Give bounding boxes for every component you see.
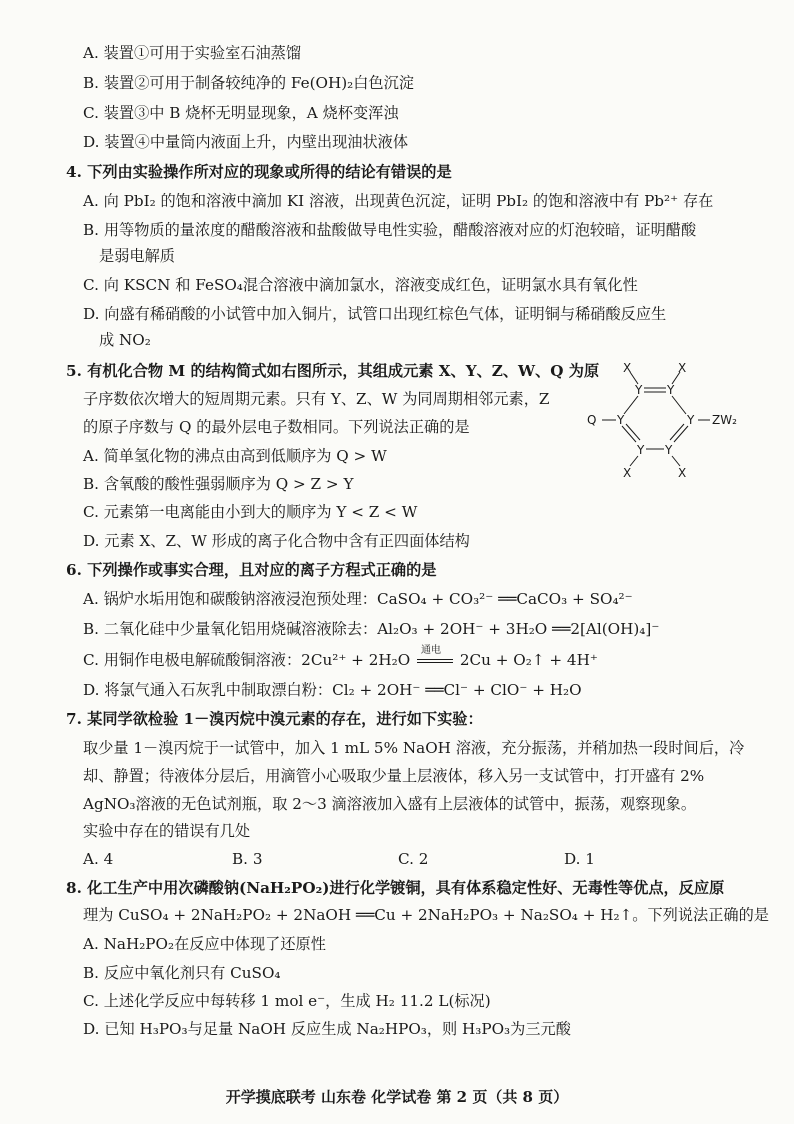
struct-atom-y5: Y [637, 443, 645, 457]
q6-stem: 6. 下列操作或事实合理，且对应的离子方程式正确的是 [66, 561, 437, 579]
struct-atom-x3: X [623, 466, 632, 480]
q3-option-d: D. 装置④中量筒内液面上升，内壁出现油状液体 [83, 133, 409, 151]
q7-para-line3: AgNO₃溶液的无色试剂瓶，取 2～3 滴溶液加入盛有上层液体的试管中，振荡，观察现象。 [83, 795, 697, 813]
q4-stem: 4. 下列由实验操作所对应的现象或所得的结论有错误的是 [66, 163, 452, 181]
q5-option-d: D. 元素 X、Z、W 形成的离子化合物中含有正四面体结构 [83, 532, 470, 550]
q6-option-c [83, 645, 598, 669]
struct-atom-y4: Y [687, 413, 695, 427]
struct-atom-y2: Y [667, 383, 675, 397]
q4-option-d-line1: D. 向盛有稀硝酸的小试管中加入铜片，试管口出现红棕色气体，证明铜与稀硝酸反应生 [83, 305, 667, 323]
electrolysis-condition: 通电 [421, 645, 441, 656]
q7-option-c: C. 2 [398, 850, 429, 868]
struct-atom-y3: Y [617, 413, 625, 427]
electrolysis-arrow [415, 645, 455, 669]
q5-option-a: A. 简单氢化物的沸点由高到低顺序为 Q > W [83, 447, 387, 465]
q4-option-c: C. 向 KSCN 和 FeSO₄混合溶液中滴加氯水，溶液变成红色，证明氯水具有氧化性 [83, 276, 638, 294]
q7-para-line1: 取少量 1－溴丙烷于一试管中，加入 1 mL 5% NaOH 溶液，充分振荡，并稍加热一段时间后，冷 [83, 739, 745, 757]
q6-option-d: D. 将氯气通入石灰乳中制取漂白粉：Cl₂ + 2OH⁻ ══Cl⁻ + ClO⁻ + H₂O [83, 681, 582, 699]
q6-option-a: A. 锅炉水垢用饱和碳酸钠溶液浸泡预处理：CaSO₄ + CO₃²⁻ ══CaCO₃ + SO₄²⁻ [83, 590, 633, 608]
struct-group-zw2: ZW₂ [712, 413, 737, 427]
q8-stem-line1: 8. 化工生产中用次磷酸钠(NaH₂PO₂)进行化学镀铜，具有体系稳定性好、无毒性等优点，反应原 [66, 879, 725, 897]
q7-option-b: B. 3 [232, 850, 263, 868]
q6-option-b: B. 二氧化硅中少量氧化铝用烧碱溶液除去：Al₂O₃ + 2OH⁻ + 3H₂O ══2[Al(OH)₄]⁻ [83, 620, 660, 638]
q6-option-c-left: C. 用铜作电极电解硫酸铜溶液：2Cu²⁺ + 2H₂O [83, 651, 411, 669]
page-footer: 开学摸底联考 山东卷 化学试卷 第 2 页（共 8 页） [225, 1088, 569, 1106]
q8-option-d: D. 已知 H₃PO₃与足量 NaOH 反应生成 Na₂HPO₃，则 H₃PO₃为三元酸 [83, 1020, 571, 1038]
q8-option-b: B. 反应中氧化剂只有 CuSO₄ [83, 964, 281, 982]
struct-atom-x2: X [678, 361, 687, 375]
struct-atom-x1: X [623, 361, 632, 375]
q5-stem-line3: 的原子序数与 Q 的最外层电子数相同。下列说法正确的是 [83, 418, 470, 436]
q8-option-c: C. 上述化学反应中每转移 1 mol e⁻，生成 H₂ 11.2 L(标况) [83, 992, 491, 1010]
q5-option-c: C. 元素第一电离能由小到大的顺序为 Y < Z < W [83, 503, 418, 521]
struct-atom-x4: X [678, 466, 687, 480]
q8-option-a: A. NaH₂PO₂在反应中体现了还原性 [83, 935, 326, 953]
struct-atom-y1: Y [635, 383, 643, 397]
struct-atom-q: Q [587, 413, 597, 427]
q4-option-b-line2: 是弱电解质 [99, 247, 175, 265]
q7-option-d: D. 1 [564, 850, 595, 868]
q5-stem-line1: 5. 有机化合物 M 的结构简式如右图所示，其组成元素 X、Y、Z、W、Q 为原 [66, 362, 600, 380]
q5-option-b: B. 含氧酸的酸性强弱顺序为 Q > Z > Y [83, 475, 354, 493]
q7-question: 实验中存在的错误有几处 [83, 822, 251, 840]
q6-option-c-right: 2Cu + O₂↑ + 4H⁺ [459, 651, 598, 669]
q4-option-d-line2: 成 NO₂ [99, 331, 151, 349]
q7-para-line2: 却、静置；待液体分层后，用滴管小心吸取少量上层液体，移入另一支试管中，打开盛有 2% [83, 767, 705, 785]
q3-option-a: A. 装置①可用于实验室石油蒸馏 [83, 44, 302, 62]
q3-option-c: C. 装置③中 B 烧杯无明显现象，A 烧杯变浑浊 [83, 104, 399, 122]
q3-option-b: B. 装置②可用于制备较纯净的 Fe(OH)₂白色沉淀 [83, 74, 414, 92]
q7-stem: 7. 某同学欲检验 1－溴丙烷中溴元素的存在，进行如下实验： [66, 710, 483, 728]
q5-stem-line2: 子序数依次增大的短周期元素。只有 Y、Z、W 为同周期相邻元素，Z [83, 390, 550, 408]
struct-atom-y6: Y [665, 443, 673, 457]
q8-stem-line2: 理为 CuSO₄ + 2NaH₂PO₂ + 2NaOH ══Cu + 2NaH₂PO₃ + Na₂SO₄ + H₂↑。下列说法正确的是 [83, 906, 769, 924]
q4-option-a: A. 向 PbI₂ 的饱和溶液中滴加 KI 溶液，出现黄色沉淀，证明 PbI₂ 的饱和溶液中有 Pb²⁺ 存在 [83, 192, 714, 210]
q7-option-a: A. 4 [83, 850, 114, 868]
compound-m-structure [582, 360, 772, 480]
q4-option-b-line1: B. 用等物质的量浓度的醋酸溶液和盐酸做导电性实验，醋酸溶液对应的灯泡较暗，证明醋酸 [83, 221, 697, 239]
